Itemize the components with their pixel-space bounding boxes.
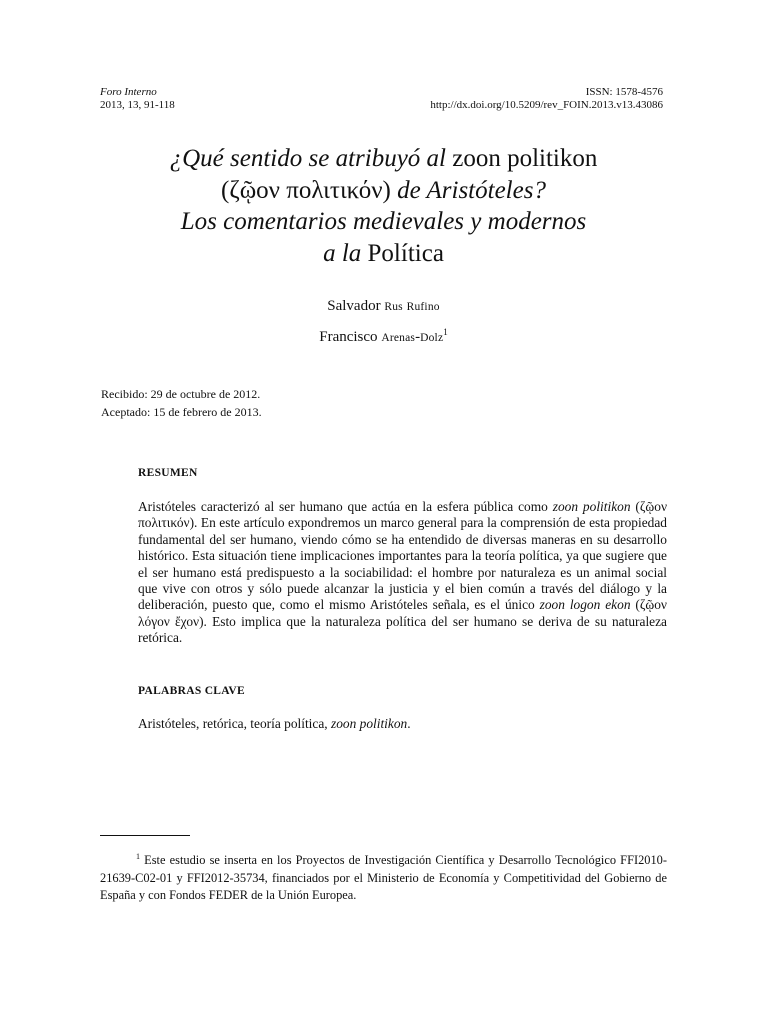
author-given-name: Francisco <box>319 329 378 345</box>
accepted-date: Aceptado: 15 de febrero de 2013. <box>101 404 262 419</box>
doi-link[interactable]: http://dx.doi.org/10.5209/rev_FOIN.2013.v13.43086 <box>430 99 663 111</box>
title-fragment: a la <box>323 239 362 267</box>
author-list <box>100 291 667 353</box>
keyword-term: zoon politikon <box>330 716 408 731</box>
journal-volume: 2013, 13, 91-118 <box>100 99 175 111</box>
keywords-fragment: Aristóteles, retórica, teoría política, <box>138 716 331 731</box>
author-surname: Rus <box>384 301 403 313</box>
article-title <box>100 143 667 269</box>
title-line-3: Los comentarios medievales y modernos <box>180 208 587 235</box>
footnote-number: 1 <box>136 851 140 861</box>
keywords-text <box>138 716 667 732</box>
abstract-fragment: (ζῷον πολιτικόν). En este artículo expondremos un marco general para la comprensión de esta propiedad fundamental del ser humano, viendo cómo se ha entendido de diversas maneras en su desarrollo histórico. Esta situación tiene implicaciones importantes para la teoría política, ya que sugiere que el ser humano está predispuesto a la sociabilidad: el hombre por naturaleza es un animal social que vive con otros y sólo puede alcanzar la justicia y el bien común a través del diálogo y la deliberación, puesto que, como el mismo Aristóteles señala, es el único <box>138 499 667 613</box>
running-header-right <box>430 86 663 112</box>
author-surname: Rufino <box>406 301 440 313</box>
abstract-fragment: (ζῷον λόγον ἔχον). Esto implica que la naturaleza política del ser humano se deriva de su naturaleza retórica. <box>138 597 667 646</box>
abstract-heading: RESUMEN <box>138 467 198 479</box>
title-line-1 <box>100 143 667 175</box>
abstract-text <box>138 499 667 647</box>
issn: ISSN: 1578-4576 <box>585 86 663 98</box>
title-fragment: Política <box>367 239 444 267</box>
author-given-name: Salvador <box>327 298 381 314</box>
footnote <box>100 852 667 905</box>
journal-name: Foro Interno <box>100 86 157 98</box>
footnote-marker[interactable]: 1 <box>443 327 448 337</box>
author-2 <box>100 322 667 353</box>
title-fragment: zoon politikon <box>452 145 598 172</box>
submission-dates <box>101 386 262 421</box>
abstract-term: zoon logon ekon <box>539 597 631 613</box>
running-header-left <box>100 86 175 112</box>
title-fragment: (ζῷον πολιτικόν) <box>221 176 391 204</box>
title-line-2 <box>100 175 667 207</box>
author-surname-separator: - <box>415 329 421 345</box>
title-line-4 <box>100 238 667 270</box>
abstract-fragment: Aristóteles caracterizó al ser humano que actúa en la esfera pública como <box>138 499 553 514</box>
author-1 <box>100 291 667 322</box>
keywords-fragment: . <box>407 716 411 731</box>
author-surname: Dolz <box>420 332 444 344</box>
title-fragment: ¿Qué sentido se atribuyó al <box>169 145 446 172</box>
author-surname: Arenas <box>381 332 416 344</box>
keywords-heading: PALABRAS CLAVE <box>138 685 245 697</box>
abstract-term: zoon politikon <box>552 499 631 514</box>
received-date: Recibido: 29 de octubre de 2012. <box>101 387 261 401</box>
footnote-text: Este estudio se inserta en los Proyectos de Investigación Científica y Desarrollo Tecnológico FFI2010-21639-C02-01 y FFI2012-35734, financiados por el Ministerio de Economía y Competitividad del Gobierno de España y con Fondos FEDER de la Unión Europea. <box>100 853 667 902</box>
title-fragment: de Aristóteles? <box>397 176 546 204</box>
footnote-divider <box>100 835 190 836</box>
